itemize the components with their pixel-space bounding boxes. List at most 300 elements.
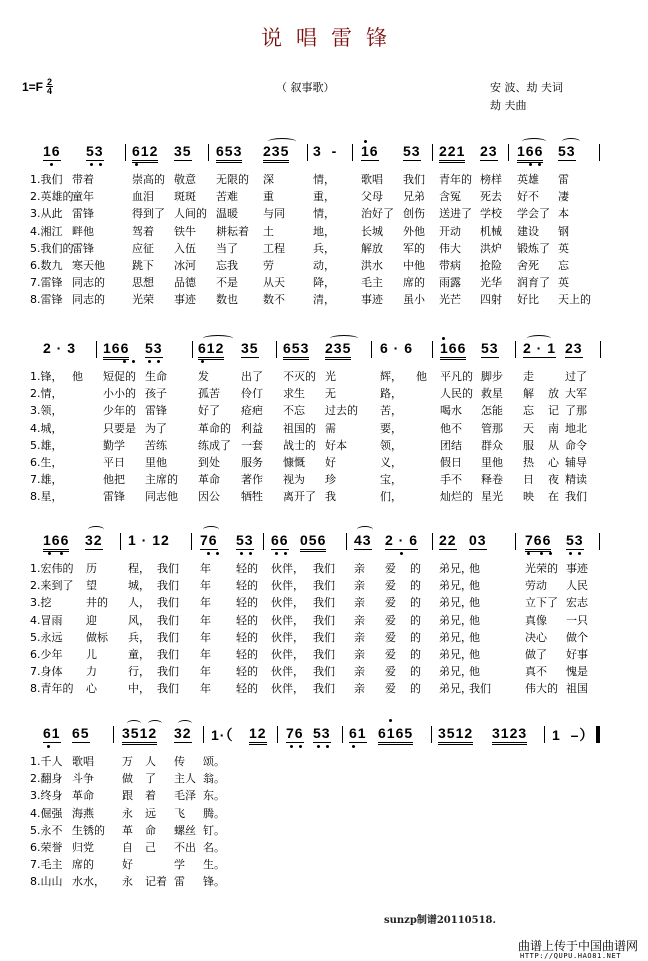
- lyric-word: 钢: [558, 224, 569, 238]
- lyric-word: 了那: [565, 404, 587, 418]
- note-group: 2 · 6: [385, 532, 419, 548]
- lyric-word: 外他: [403, 224, 425, 238]
- lyric-word: 利益: [241, 421, 263, 435]
- lyric-word: 从: [548, 438, 559, 452]
- lyric-word: 轻的: [236, 630, 258, 644]
- lyric-word: 席的: [403, 276, 425, 290]
- lyric-word: 兵，: [313, 241, 335, 255]
- lyric-word: 情，: [313, 173, 335, 186]
- lyric-word: 爱: [385, 682, 396, 696]
- lyric-word: 伶仃: [241, 387, 263, 401]
- note-group: 66: [271, 532, 289, 548]
- lyric-word: 年: [200, 647, 211, 661]
- lyric-word: 南: [548, 421, 559, 435]
- lyric-word: 长城: [361, 224, 383, 238]
- lyric-word: 宏志: [566, 596, 588, 610]
- barline: [125, 144, 126, 161]
- lyric-word: 童，: [128, 647, 150, 661]
- octave-dot-below: [538, 163, 541, 166]
- lyric-word: 地北: [565, 421, 587, 435]
- lyric-word: 3.从此: [30, 207, 63, 221]
- lyric-word: 离开了: [283, 490, 316, 504]
- lyric-word: 歌唱: [361, 173, 383, 186]
- lyric-word: 6.荣誉: [30, 840, 63, 854]
- lyric-word: 孤苦: [198, 387, 220, 401]
- lyric-word: 祖国的: [283, 421, 316, 435]
- octave-dot-below: [275, 552, 278, 555]
- lyric-word: 要，: [380, 421, 402, 435]
- lyric-verse-8: [0, 488, 648, 505]
- note-group: 166: [103, 340, 129, 360]
- lyric-word: 席的: [72, 858, 94, 872]
- lyric-word: 映: [523, 490, 534, 504]
- lyric-word: 军的: [403, 241, 425, 255]
- lyric-word: 革命的: [198, 421, 231, 435]
- barline: [208, 144, 209, 161]
- note-group: 221: [439, 143, 465, 163]
- lyric-word: 同志的: [72, 293, 105, 307]
- lyric-word: 爱: [385, 613, 396, 627]
- lyric-word: 青年的: [439, 173, 472, 186]
- lyric-word: 清，: [313, 293, 335, 307]
- lyric-word: 我们: [157, 613, 179, 627]
- note-group: 6165: [378, 725, 413, 745]
- lyric-word: 热: [523, 455, 534, 469]
- barline: [342, 726, 343, 743]
- lyric-word: 天: [523, 421, 534, 435]
- note-group: 235: [325, 340, 351, 360]
- slur-mark: [127, 720, 141, 727]
- lyric-word: 死去: [480, 190, 502, 204]
- lyric-word: 5.雄，: [30, 438, 63, 452]
- lyric-word: 孩子: [145, 387, 167, 401]
- genre-label: （ 叙事歌）: [276, 81, 335, 94]
- key-label: 1=F: [22, 79, 44, 94]
- lyric-word: 一只: [566, 613, 588, 627]
- lyric-word: 发: [198, 370, 209, 383]
- site-url: HTTP://QUPU.HAO81.NET: [520, 952, 622, 960]
- lyric-word: 团结: [440, 438, 462, 452]
- lyric-word: 他把: [103, 473, 125, 487]
- lyric-word: 伙伴，: [271, 596, 304, 610]
- slur-mark: [178, 720, 192, 727]
- lyric-word: 爱: [385, 562, 396, 575]
- lyric-word: 轻的: [236, 682, 258, 696]
- lyric-word: 亲: [354, 562, 365, 575]
- note-group: 166: [43, 532, 69, 552]
- lyric-word: 儿: [86, 647, 97, 661]
- lyric-word: 弟兄，: [439, 596, 472, 610]
- note-group: 53: [145, 340, 163, 356]
- lyric-word: 慷慨: [283, 455, 305, 469]
- lyric-word: 8.青年的: [30, 682, 74, 696]
- lyric-word: 的: [410, 613, 421, 627]
- lyric-verse-2: [0, 770, 648, 787]
- lyric-word: 开动: [439, 224, 461, 238]
- lyric-verse-4: [0, 420, 648, 437]
- lyric-word: 里他: [481, 455, 503, 469]
- lyric-word: 1.千人: [30, 755, 63, 768]
- lyric-word: 我们: [157, 630, 179, 644]
- lyric-word: 送进了: [439, 207, 472, 221]
- lyric-word: 伙伴，: [271, 579, 304, 593]
- lyric-word: 爱: [385, 630, 396, 644]
- lyric-word: 带着: [72, 173, 94, 186]
- lyric-word: 6.少年: [30, 647, 63, 661]
- lyric-word: 毛主: [361, 276, 383, 290]
- lyric-word: 无限的: [216, 173, 249, 186]
- lyric-word: 做个: [566, 630, 588, 644]
- lyric-word: 勤学: [103, 438, 125, 452]
- lyric-word: 短促的: [103, 370, 136, 383]
- note-group: 766: [525, 532, 551, 552]
- lyric-word: 兄弟: [403, 190, 425, 204]
- lyric-word: 7.身体: [30, 665, 63, 679]
- lyric-word: 英: [558, 241, 569, 255]
- lyric-word: 假日: [440, 455, 462, 469]
- lyric-verse-3: [0, 594, 648, 611]
- octave-dot-below: [549, 552, 552, 555]
- lyric-word: 崇高的: [132, 173, 165, 186]
- lyric-verse-7: [0, 274, 648, 291]
- lyric-word: 童年: [72, 190, 94, 204]
- lyric-word: 父母: [361, 190, 383, 204]
- octave-dot-below: [123, 360, 126, 363]
- barline: [432, 341, 433, 358]
- lyric-word: 求生: [283, 387, 305, 401]
- lyric-word: 含冤: [439, 190, 461, 204]
- lyric-word: 凄: [558, 190, 569, 204]
- note-group: 056: [300, 532, 326, 552]
- lyric-word: 品德: [174, 276, 196, 290]
- lyric-word: 真不: [525, 665, 547, 679]
- lyric-verse-1: [0, 560, 648, 577]
- lyric-word: 平凡的: [440, 370, 473, 383]
- lyric-word: 我们: [313, 562, 335, 575]
- lyric-word: 领，: [380, 438, 402, 452]
- lyric-word: 我们: [403, 173, 425, 186]
- lyric-word: 他不: [440, 421, 462, 435]
- lyric-verse-4: [0, 223, 648, 240]
- lyric-word: 轻的: [236, 579, 258, 593]
- lyric-word: 我们: [313, 613, 335, 627]
- lyric-word: 带病: [439, 258, 461, 272]
- lyric-word: 心: [548, 455, 559, 469]
- lyric-word: 好: [325, 455, 336, 469]
- lyric-word: 我们: [313, 682, 335, 696]
- lyric-word: 人民的: [440, 387, 473, 401]
- note-group: 32: [85, 532, 103, 548]
- lyric-word: 弟兄，: [439, 613, 472, 627]
- octave-dot-below: [352, 745, 355, 748]
- lyric-word: 光华: [480, 276, 502, 290]
- lyric-word: 宝，: [380, 473, 402, 487]
- note-group: 53: [558, 143, 576, 159]
- lyric-word: 伙伴，: [271, 562, 304, 575]
- lyric-word: 动，: [313, 258, 335, 272]
- note-group: 1·（: [211, 727, 234, 743]
- lyric-word: 劳动: [525, 579, 547, 593]
- lyric-word: 了: [145, 772, 156, 786]
- lyric-verse-7: [0, 856, 648, 873]
- lyric-verse-1: [0, 171, 648, 188]
- lyric-word: 他: [469, 665, 480, 679]
- lyric-word: 冰河: [174, 258, 196, 272]
- lyric-word: 城，: [128, 579, 150, 593]
- lyric-word: 5.我们的: [30, 241, 74, 255]
- lyric-word: 解: [523, 387, 534, 401]
- lyric-word: 学会了: [517, 207, 550, 221]
- lyric-word: 腾。: [203, 806, 225, 820]
- lyric-word: 3.挖: [30, 596, 52, 610]
- slur-mark: [88, 526, 104, 533]
- lyric-word: 亲: [354, 630, 365, 644]
- lyric-word: 迎: [86, 613, 97, 627]
- note-group: 3123: [492, 725, 527, 745]
- lyric-word: 手不: [440, 473, 462, 487]
- octave-dot-above: [389, 719, 392, 722]
- lyric-verse-6: [0, 839, 648, 856]
- octave-dot-below: [50, 163, 53, 166]
- lyric-verse-1: [0, 368, 648, 385]
- lyric-verse-8: [0, 680, 648, 697]
- octave-dot-below: [569, 552, 572, 555]
- lyric-word: 灿烂的: [440, 490, 473, 504]
- slur-mark: [203, 335, 233, 342]
- lyric-word: 事迹: [361, 293, 383, 307]
- lyric-word: 舍死: [517, 258, 539, 272]
- lyric-word: 光荣的: [525, 562, 558, 575]
- lyric-word: 好了: [198, 404, 220, 418]
- lyric-word: 数不: [263, 293, 285, 307]
- lyric-word: 7.雄，: [30, 473, 63, 487]
- lyric-word: 中，: [128, 682, 150, 696]
- lyric-word: 我们: [157, 682, 179, 696]
- lyric-word: 与同: [263, 207, 285, 221]
- lyric-word: 颂。: [203, 755, 225, 768]
- lyric-word: 过了: [565, 370, 587, 383]
- lyric-word: 年: [200, 682, 211, 696]
- lyric-word: 心: [86, 682, 97, 696]
- lyric-word: 著作: [241, 473, 263, 487]
- note-group: 61: [349, 725, 367, 741]
- lyric-word: 亲: [354, 596, 365, 610]
- lyric-word: 耕耘着: [216, 224, 249, 238]
- composer-credit: 劫 夫曲: [490, 99, 527, 112]
- lyric-word: 6.生，: [30, 455, 63, 469]
- lyric-word: 重，: [313, 190, 335, 204]
- lyric-word: 他: [469, 596, 480, 610]
- lyrics-block: [0, 753, 648, 891]
- lyric-word: 思想: [132, 276, 154, 290]
- lyric-word: 我们: [157, 665, 179, 679]
- lyric-word: 治好了: [361, 207, 394, 221]
- lyric-word: 喝水: [440, 404, 462, 418]
- lyric-word: 榜样: [480, 173, 502, 186]
- barline: [508, 144, 509, 161]
- octave-dot-above: [364, 140, 367, 143]
- lyric-word: 海燕: [72, 806, 94, 820]
- lyric-word: 己: [145, 840, 156, 854]
- transcriber-credit: sunzp制谱20110518.: [384, 915, 496, 926]
- lyric-word: 弟兄，: [439, 630, 472, 644]
- note-group: 3512: [438, 725, 473, 745]
- lyric-word: 名。: [203, 840, 225, 854]
- lyric-word: 星光: [481, 490, 503, 504]
- octave-dot-below: [578, 552, 581, 555]
- lyric-verse-4: [0, 612, 648, 629]
- lyric-word: 年: [200, 613, 211, 627]
- lyric-word: 远: [145, 806, 156, 820]
- barline: [515, 341, 516, 358]
- octave-dot-below: [290, 745, 293, 748]
- lyric-word: 8.星，: [30, 490, 63, 504]
- lyric-word: 跳下: [132, 258, 154, 272]
- barline: [431, 726, 432, 743]
- lyric-word: 好事: [566, 647, 588, 661]
- lyric-word: 真像: [525, 613, 547, 627]
- lyric-word: 亲: [354, 613, 365, 627]
- lyric-word: 伙伴，: [271, 647, 304, 661]
- lyric-word: 年: [200, 665, 211, 679]
- lyric-word: 力: [86, 665, 97, 679]
- lyric-verse-8: [0, 291, 648, 308]
- note-group: 35: [241, 340, 259, 356]
- note-group: 23: [480, 143, 498, 159]
- note-group: 612: [132, 143, 158, 163]
- lyric-word: 年: [200, 579, 211, 593]
- lyric-word: 1.我们: [30, 173, 63, 186]
- note-group: 76: [286, 725, 304, 741]
- lyric-word: 钉。: [203, 823, 225, 837]
- barline: [432, 533, 433, 550]
- barline: [96, 341, 97, 358]
- barline: [276, 341, 277, 358]
- lyric-verse-5: [0, 437, 648, 454]
- lyric-word: 出了: [241, 370, 263, 383]
- lyric-word: 弟兄，: [439, 665, 472, 679]
- lyric-word: 革: [122, 823, 133, 837]
- lyric-word: 人间的: [174, 207, 207, 221]
- lyric-word: 翁。: [203, 772, 225, 786]
- lyric-word: 战士的: [283, 438, 316, 452]
- lyric-word: 洪水: [361, 258, 383, 272]
- lyric-word: 斑斑: [174, 190, 196, 204]
- lyric-word: 他: [72, 370, 83, 383]
- lyric-word: 兵，: [128, 630, 150, 644]
- lyric-word: 畔他: [72, 224, 94, 238]
- lyric-word: 弟兄，: [439, 682, 472, 696]
- lyric-word: 我们: [313, 665, 335, 679]
- lyric-word: 他: [416, 370, 427, 383]
- lyric-word: 伙伴，: [271, 613, 304, 627]
- lyric-word: 润育了: [517, 276, 550, 290]
- lyric-word: 平日: [103, 455, 125, 469]
- note-group: 12: [249, 725, 267, 745]
- lyric-verse-6: [0, 646, 648, 663]
- octave-dot-below: [157, 360, 160, 363]
- lyric-word: 疮疤: [241, 404, 263, 418]
- lyric-word: 我们: [157, 596, 179, 610]
- lyric-verse-5: [0, 822, 648, 839]
- lyric-word: 雨露: [439, 276, 461, 290]
- lyric-word: 祖国: [566, 682, 588, 696]
- lyric-word: 服务: [241, 455, 263, 469]
- note-group: 2 · 3: [43, 340, 77, 356]
- note-group: 61: [43, 725, 61, 741]
- lyric-word: 生。: [203, 858, 225, 872]
- lyric-verse-7: [0, 663, 648, 680]
- lyric-word: 万: [122, 755, 133, 768]
- lyric-word: 亲: [354, 579, 365, 593]
- note-group: 3512: [122, 725, 157, 745]
- note-group: 235: [263, 143, 289, 163]
- lyric-word: 温暖: [216, 207, 238, 221]
- note-group: 166: [440, 340, 466, 360]
- lyric-word: 记: [548, 404, 559, 418]
- final-barline: [596, 726, 600, 743]
- note-group: 1 · 12: [128, 532, 170, 548]
- note-group: 43: [354, 532, 372, 548]
- lyric-word: 洪炉: [480, 241, 502, 255]
- lyric-word: 2.情，: [30, 387, 63, 401]
- lyric-word: 8.山山: [30, 875, 63, 889]
- slur-mark: [527, 335, 551, 342]
- lyric-word: 的: [410, 579, 421, 593]
- lyric-word: 8.雷锋: [30, 293, 63, 307]
- lyric-word: 夜: [548, 473, 559, 487]
- octave-dot-above: [442, 337, 445, 340]
- lyric-word: 亲: [354, 647, 365, 661]
- note-group: 3 -: [313, 143, 338, 159]
- lyric-word: 为了: [145, 421, 167, 435]
- site-name: 曲谱上传于中国曲谱网: [518, 939, 639, 953]
- octave-dot-below: [527, 552, 530, 555]
- lyric-word: 少年的: [103, 404, 136, 418]
- lyric-word: 不忘: [283, 404, 305, 418]
- lyric-word: 的: [410, 630, 421, 644]
- lyric-word: 做了: [525, 647, 547, 661]
- slur-mark: [562, 138, 580, 145]
- lyric-word: 歌唱: [72, 755, 94, 768]
- note-group: 53: [236, 532, 254, 548]
- lyric-word: 爱: [385, 647, 396, 661]
- note-group: 612: [198, 340, 224, 360]
- lyric-word: 命令: [565, 438, 587, 452]
- lyric-word: 无: [325, 387, 336, 401]
- lyric-word: 当了: [216, 241, 238, 255]
- lyric-word: 井的: [86, 596, 108, 610]
- lyric-word: 群众: [481, 438, 503, 452]
- lyric-word: 斗争: [72, 772, 94, 786]
- lyric-verse-2: [0, 577, 648, 594]
- lyric-word: 2.翻身: [30, 772, 63, 786]
- lyric-word: 入伍: [174, 241, 196, 255]
- lyric-word: 爱: [385, 596, 396, 610]
- lyric-word: 他: [469, 647, 480, 661]
- lyric-word: 革命: [198, 473, 220, 487]
- note-group: 22: [439, 532, 457, 548]
- slur-mark: [330, 335, 358, 342]
- lyric-word: 建设: [517, 224, 539, 238]
- lyric-word: 救星: [481, 387, 503, 401]
- lyric-word: 我们: [313, 596, 335, 610]
- barline: [192, 341, 193, 358]
- lyric-word: 7.毛主: [30, 858, 63, 872]
- lyric-word: 劳: [263, 258, 274, 272]
- note-group: 2 · 1: [523, 340, 557, 356]
- lyric-word: 伙伴，: [271, 665, 304, 679]
